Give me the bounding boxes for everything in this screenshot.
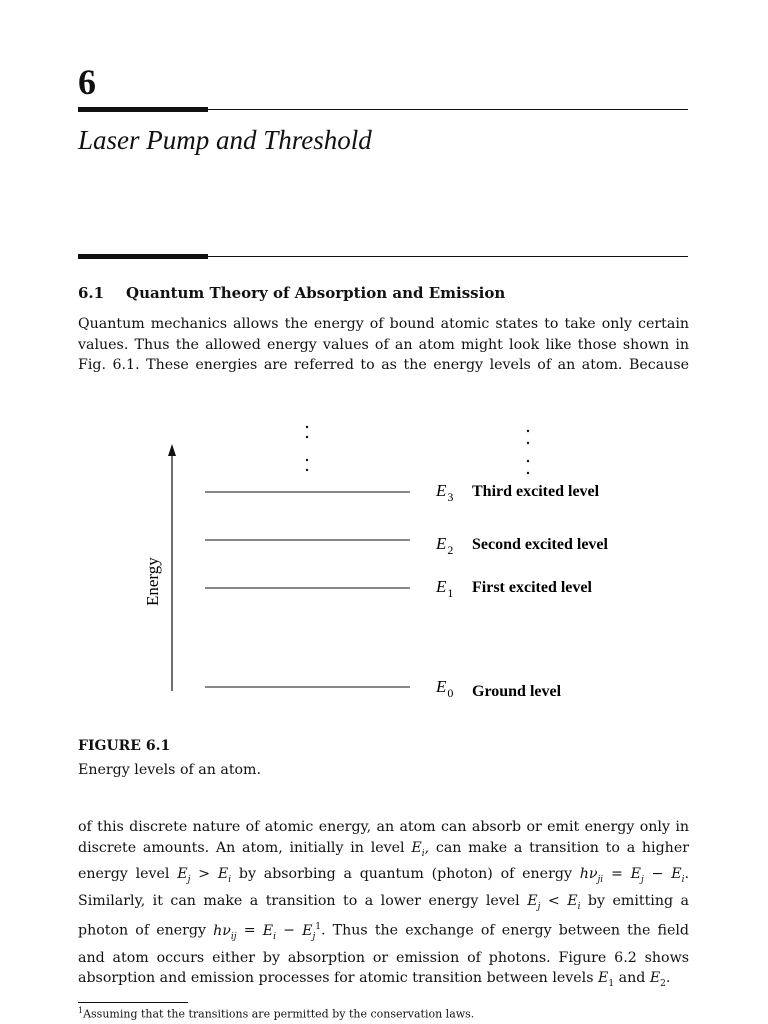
section-title: Quantum Theory of Absorption and Emission: [126, 284, 506, 302]
chapter-rule-thin-top: [208, 109, 688, 110]
energy-axis-label: Energy: [143, 557, 162, 606]
level-label-e3: Third excited level: [472, 483, 600, 500]
body-line: photon of energy $h\nu_{ij} = E_i - E_j^1$. Thus the exchange of energy between the field: [78, 922, 689, 942]
chapter-number: 6: [78, 62, 96, 102]
level-label-e0: Ground level: [472, 683, 562, 700]
chapter-title: Laser Pump and Threshold: [78, 125, 372, 155]
energy-axis-arrowhead: [168, 444, 176, 456]
level-symbol-e1: $E_1$: [436, 577, 454, 600]
intro-line: values. Thus the allowed energy values of an atom might look like those shown in: [78, 336, 689, 353]
continuation-dots-left: [306, 426, 308, 471]
section-heading: [78, 283, 505, 303]
body-line: of this discrete nature of atomic energy, an atom can absorb or emit energy only in: [78, 819, 689, 835]
section-number: 6.1: [78, 284, 105, 302]
chapter-rule-thick-top: [78, 107, 208, 112]
footnote-rule: [78, 1002, 188, 1003]
figure-label: FIGURE 6.1: [78, 738, 171, 754]
intro-line: Fig. 6.1. These energies are referred to as the energy levels of an atom. Because: [78, 357, 689, 374]
level-label-e1: First excited level: [472, 579, 592, 596]
chapter-rule-thin-bottom: [208, 256, 688, 257]
chapter-rule-thick-bottom: [78, 254, 208, 259]
footnote-mark: 1: [78, 1006, 84, 1015]
level-symbol-e2: $E_2$: [436, 534, 454, 557]
body-line: Similarly, it can make a transition to a lower energy level $E_j < E_i$ by emitting a: [78, 892, 689, 912]
body-line: and atom occurs either by absorption or emission of photons. Figure 6.2 shows: [78, 949, 689, 966]
intro-paragraph: [78, 314, 689, 376]
level-label-e2: Second excited level: [472, 536, 608, 553]
body-line: absorption and emission processes for atomic transition between levels $E_1$ and $E_2$.: [78, 970, 671, 990]
level-symbol-e0: $E_0$: [436, 677, 454, 700]
body-paragraph: [78, 817, 689, 995]
figure-caption: Energy levels of an atom.: [78, 762, 262, 778]
energy-level-diagram: [0, 410, 768, 720]
body-line: energy level $E_j > E_i$ by absorbing a quantum (photon) of energy $h\nu_{ji} = E_j - E_i$.: [78, 866, 689, 886]
level-symbol-e3: $E_3$: [436, 481, 454, 504]
footnote-text: Assuming that the transitions are permitted by the conservation laws.: [83, 1007, 475, 1021]
body-line: discrete amounts. An atom, initially in level $E_i$, can make a transition to a higher: [78, 839, 689, 859]
continuation-dots-right: [527, 430, 529, 474]
footnote: [78, 1004, 474, 1022]
intro-line: Quantum mechanics allows the energy of bound atomic states to take only certain: [78, 316, 689, 332]
